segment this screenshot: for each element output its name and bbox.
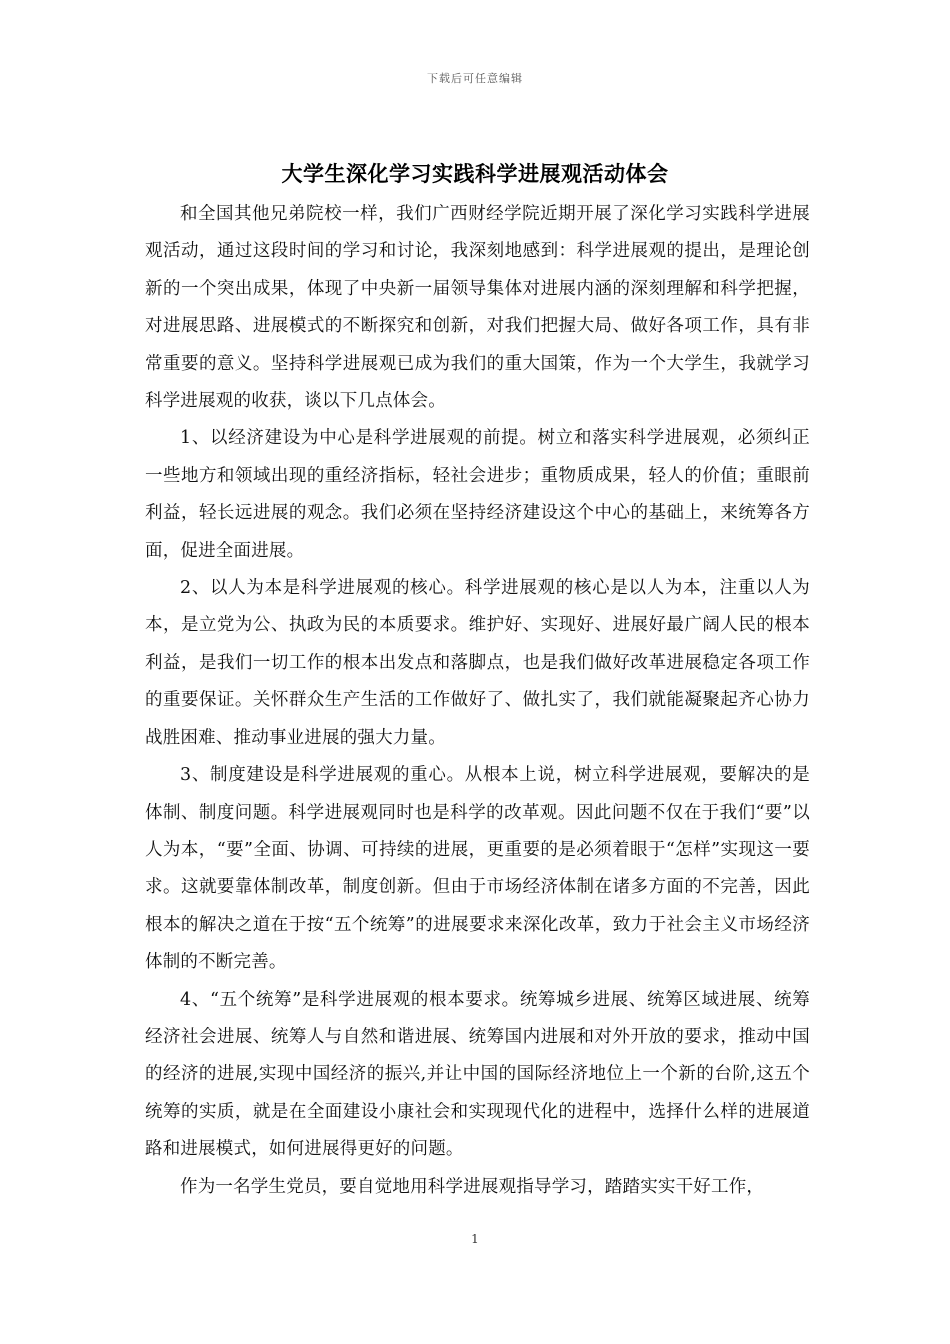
page-number: 1 — [471, 1232, 479, 1246]
paragraph-intro: 和全国其他兄弟院校一样，我们广西财经学院近期开展了深化学习实践科学进展观活动，通过这段时间的学习和讨论，我深刻地感到：科学进展观的提出，是理论创新的一个突出成果，体现了中央新一届领导集体对进展内涵的深刻理解和科学把握，对进展思路、进展模式的不断探究和创新，对我们把握大局、做好各项工作，具有非常重要的意义。坚持科学进展观已成为我们的重大国策，作为一个大学生，我就学习科学进展观的收获，谈以下几点体会。 — [145, 204, 810, 412]
document-body — [145, 196, 810, 1206]
document-title: 大学生深化学习实践科学进展观活动体会 — [281, 161, 669, 186]
paragraph-point-2: 2、以人为本是科学进展观的核心。科学进展观的核心是以人为本，注重以人为本，是立党为公、执政为民的本质要求。维护好、实现好、进展好最广阔人民的根本利益，是我们一切工作的根本出发点和落脚点，也是我们做好改革进展稳定各项工作的重要保证。关怀群众生产生活的工作做好了、做扎实了，我们就能凝聚起齐心协力战胜困难、推动事业进展的强大力量。 — [145, 578, 810, 748]
paragraph-point-4: 4、“五个统筹”是科学进展观的根本要求。统筹城乡进展、统筹区域进展、统筹经济社会进展、统筹人与自然和谐进展、统筹国内进展和对外开放的要求，推动中国的经济的进展,实现中国经济的振兴,并让中国的国际经济地位上一个新的台阶,这五个统筹的实质，就是在全面建设小康社会和实现现代化的进程中，选择什么样的进展道路和进展模式，如何进展得更好的问题。 — [145, 989, 810, 1160]
paragraph-point-1: 1、以经济建设为中心是科学进展观的前提。树立和落实科学进展观，必须纠正一些地方和领域出现的重经济指标，轻社会进步；重物质成果，轻人的价值；重眼前利益，轻长远进展的观念。我们必须在坚持经济建设这个中心的基础上，来统筹各方面，促进全面进展。 — [145, 428, 810, 561]
paragraph-point-3: 3、制度建设是科学进展观的重心。从根本上说，树立科学进展观，要解决的是体制、制度问题。科学进展观同时也是科学的改革观。因此问题不仅在于我们“要”以人为本，“要”全面、协调、可持续的进展，更重要的是必须着眼于“怎样”实现这一要求。这就要靠体制改革，制度创新。但由于市场经济体制在诸多方面的不完善，因此根本的解决之道在于按“五个统筹”的进展要求来深化改革，致力于社会主义市场经济体制的不断完善。 — [145, 765, 810, 973]
paragraph-closing: 作为一名学生党员，要自觉地用科学进展观指导学习，踏踏实实干好工作， — [180, 1176, 765, 1197]
header-note: 下载后可任意编辑 — [427, 72, 523, 85]
